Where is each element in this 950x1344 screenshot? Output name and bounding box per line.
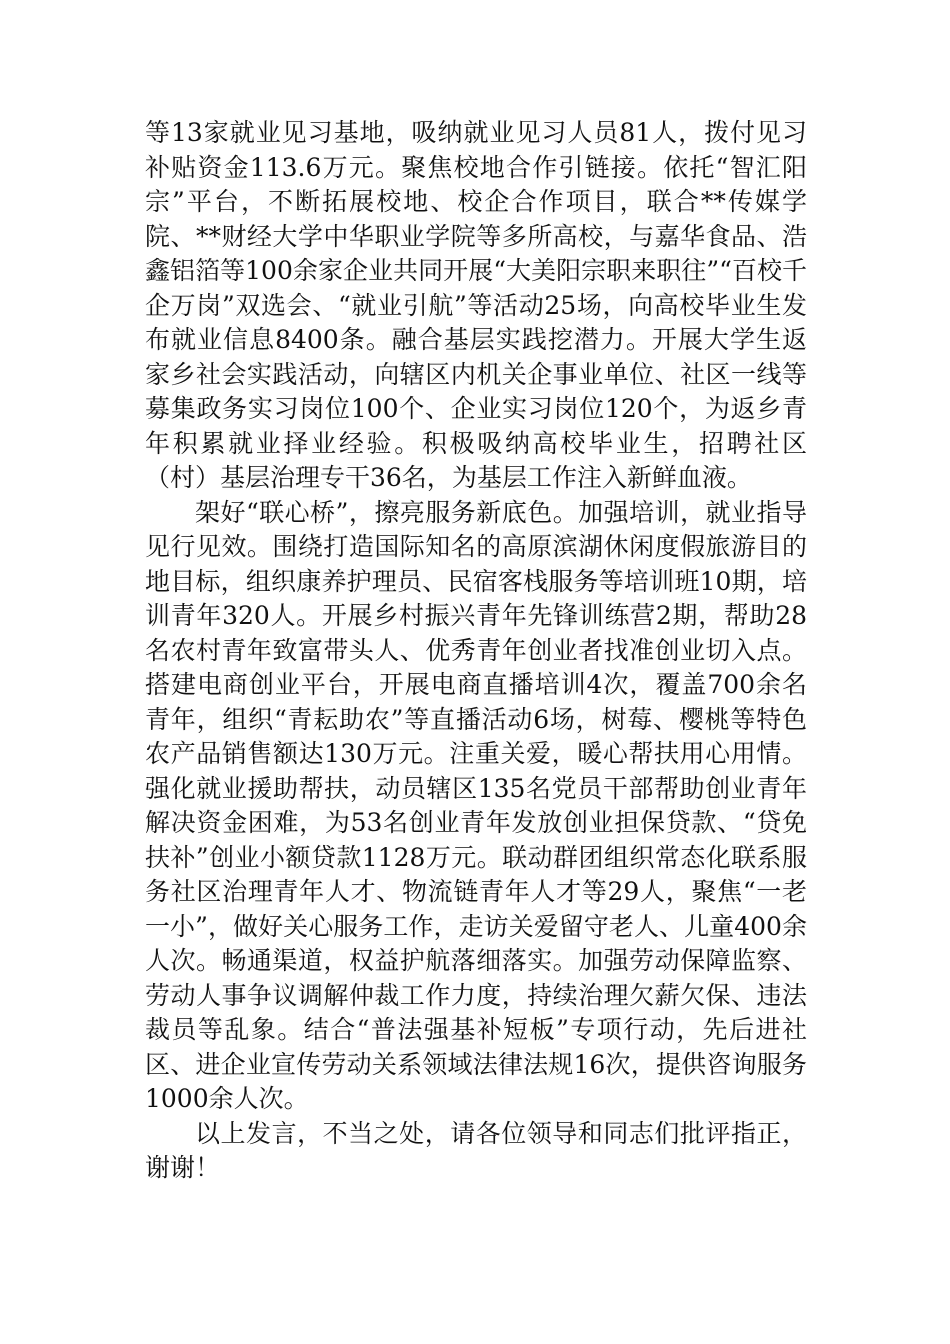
paragraph-employment-internship: 等13家就业见习基地，吸纳就业见习人员81人，拨付见习补贴资金113.6万元。聚焦校地合作引链接。依托“智汇阳宗”平台，不断拓展校地、校企合作项目，联合**传媒学院、**财经大学中华职业学院等多所高校，与嘉华食品、浩鑫铝箔等100余家企业共同开展“大美阳宗职来职往”“百校千企万岗”双选会、“就业引航”等活动25场，向高校毕业生发布就业信息8400条。融合基层实践挖潜力。开展大学生返家乡社会实践活动，向辖区内机关企事业单位、社区一线等募集政务实习岗位100个、企业实习岗位120个，为返乡青年积累就业择业经验。积极吸纳高校毕业生，招聘社区（村）基层治理专干36名，为基层工作注入新鲜血液。 [145, 118, 807, 492]
paragraph-closing-remarks: 以上发言，不当之处，请各位领导和同志们批评指正，谢谢！ [145, 1118, 807, 1182]
document-body [145, 116, 807, 1186]
paragraph-service-bridge: 架好“联心桥”，擦亮服务新底色。加强培训，就业指导见行见效。围绕打造国际知名的高原滨湖休闲度假旅游目的地目标，组织康养护理员、民宿客栈服务等培训班10期，培训青年320人。开展乡村振兴青年先锋训练营2期，帮助28名农村青年致富带头人、优秀青年创业者找准创业切入点。搭建电商创业平台，开展电商直播培训4次，覆盖700余名青年，组织“青耘助农”等直播活动6场，树莓、樱桃等特色农产品销售额达130万元。注重关爱，暖心帮扶用心用情。强化就业援助帮扶，动员辖区135名党员干部帮助创业青年解决资金困难，为53名创业青年发放创业担保贷款、“贷免扶补”创业小额贷款1128万元。联动群团组织常态化联系服务社区治理青年人才、物流链青年人才等29人，聚焦“一老一小”，做好关心服务工作，走访关爱留守老人、儿童400余人次。畅通渠道，权益护航落细落实。加强劳动保障监察、劳动人事争议调解仲裁工作力度，持续治理欠薪欠保、违法裁员等乱象。结合“普法强基补短板”专项行动，先后进社区、进企业宣传劳动关系领域法律法规16次，提供咨询服务1000余人次。 [145, 497, 807, 1113]
